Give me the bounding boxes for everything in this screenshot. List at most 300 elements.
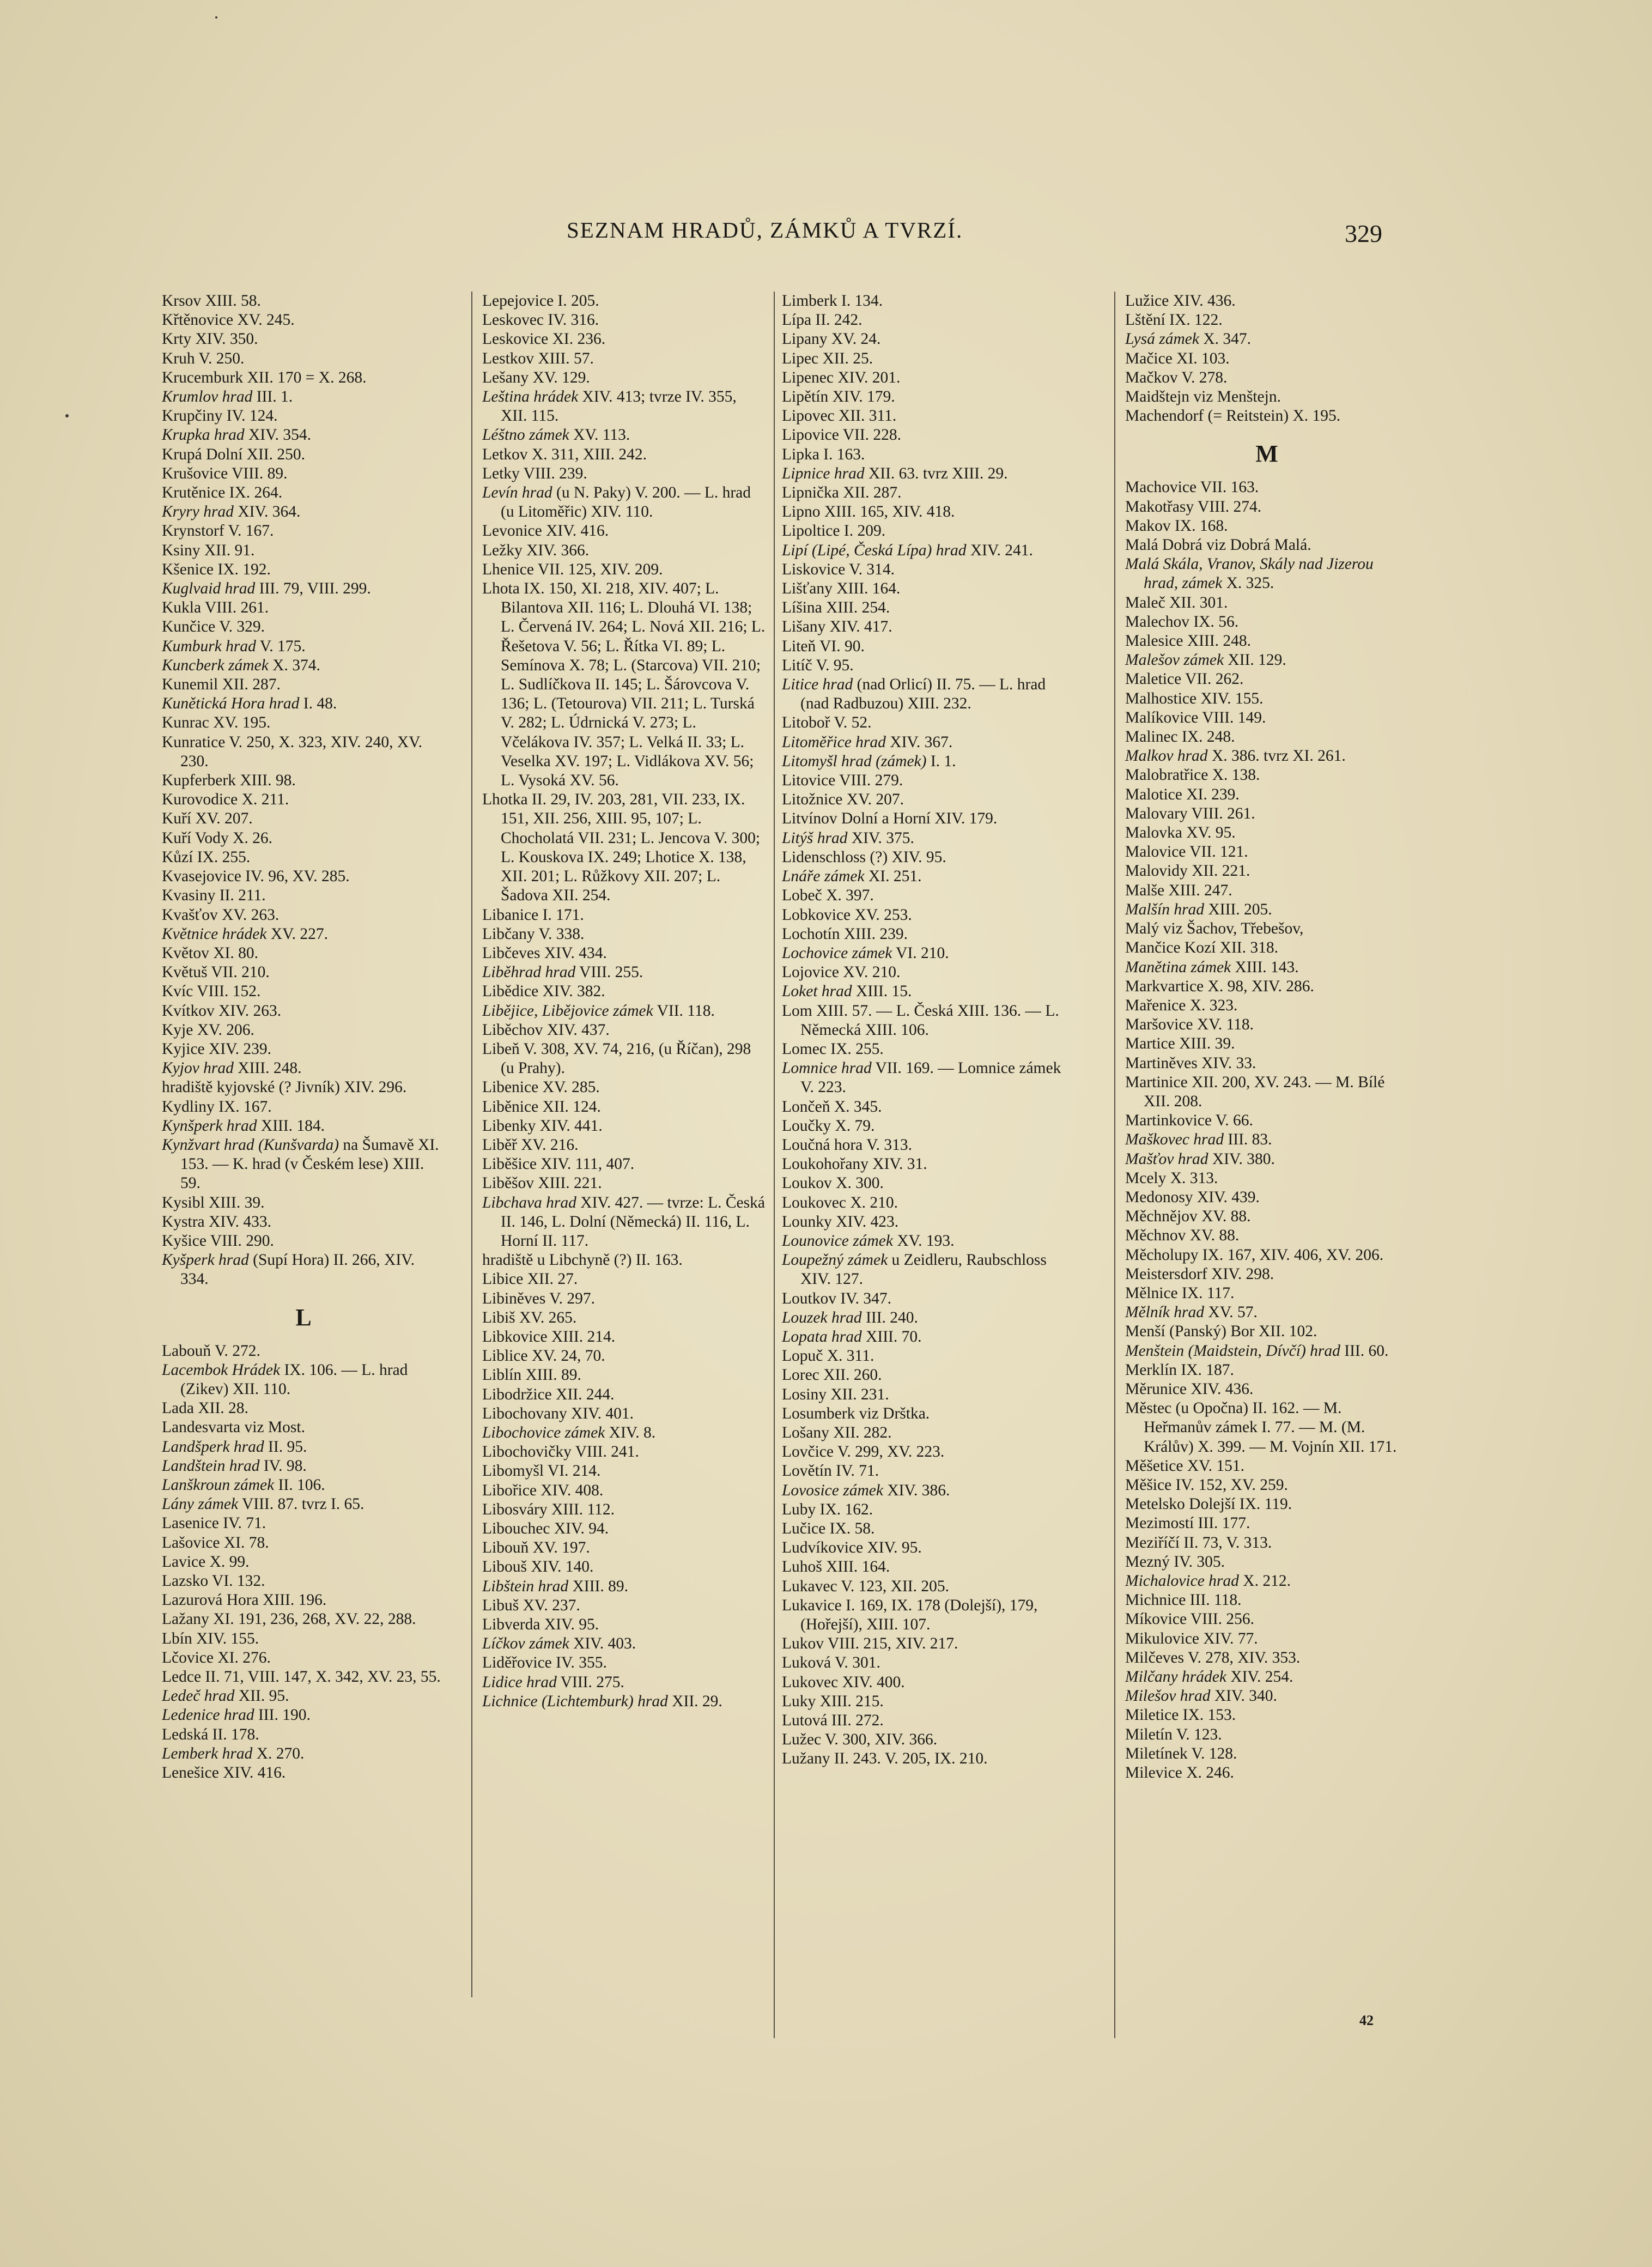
index-entry bbox=[162, 1361, 445, 1399]
entry-text: Liběšice XIV. 111, 407. bbox=[482, 1155, 635, 1173]
index-entry bbox=[482, 1462, 766, 1481]
entry-text: Míkovice VIII. 256. bbox=[1125, 1610, 1255, 1628]
index-entry bbox=[782, 1538, 1065, 1557]
index-entry bbox=[162, 1668, 445, 1687]
entry-text: Libiněves V. 297. bbox=[482, 1289, 596, 1307]
index-entry bbox=[162, 713, 445, 732]
index-entry bbox=[162, 1495, 445, 1514]
index-entry bbox=[482, 426, 766, 445]
index-entry bbox=[162, 426, 445, 445]
entry-name-italic: Liběhrad hrad bbox=[482, 963, 576, 981]
index-entry bbox=[162, 886, 445, 905]
column-rule bbox=[774, 292, 775, 2038]
entry-text: Lorec XII. 260. bbox=[782, 1366, 882, 1384]
entry-text: XII. 63. tvrz XIII. 29. bbox=[864, 464, 1008, 482]
index-entry bbox=[162, 1059, 445, 1078]
entry-text: III. 79, VIII. 299. bbox=[255, 580, 371, 598]
entry-text: Libořice XIV. 408. bbox=[482, 1481, 604, 1499]
entry-text: XIII. 15. bbox=[852, 983, 912, 1001]
entry-text: Mikulovice XIV. 77. bbox=[1125, 1629, 1258, 1647]
index-entry bbox=[1125, 1648, 1408, 1668]
index-entry bbox=[1125, 1476, 1408, 1495]
entry-text: XIII. 205. bbox=[1204, 900, 1272, 918]
entry-text: Krupčiny IV. 124. bbox=[162, 407, 278, 425]
index-entry bbox=[162, 560, 445, 579]
index-entry bbox=[162, 1136, 445, 1193]
entry-text: Kystra XIV. 433. bbox=[162, 1213, 272, 1231]
entry-text: Lazsko VI. 132. bbox=[162, 1572, 265, 1590]
entry-name-italic: Mašťov hrad bbox=[1125, 1150, 1208, 1168]
entry-text: X. 325. bbox=[1222, 574, 1274, 592]
entry-text: XIV. 340. bbox=[1210, 1687, 1277, 1705]
entry-text: Krutěnice IX. 264. bbox=[162, 484, 283, 502]
entry-text: Libochovičky VIII. 241. bbox=[482, 1443, 639, 1461]
entry-text: Lipec XII. 25. bbox=[782, 349, 873, 367]
entry-text: XIII. 143. bbox=[1231, 958, 1299, 976]
entry-name-italic: Lnáře zámek bbox=[782, 868, 865, 886]
entry-text: Lukovec XIV. 400. bbox=[782, 1673, 905, 1691]
entry-text: Makov IX. 168. bbox=[1125, 517, 1228, 535]
index-entry bbox=[1125, 292, 1408, 311]
entry-text: Kunčice V. 329. bbox=[162, 618, 265, 636]
entry-text: Libenky XIV. 441. bbox=[482, 1117, 603, 1135]
index-entry bbox=[782, 809, 1065, 828]
index-entry bbox=[162, 1648, 445, 1668]
index-entry bbox=[782, 426, 1065, 445]
entry-text: Miletice IX. 153. bbox=[1125, 1706, 1236, 1724]
entry-name-italic: Louzek hrad bbox=[782, 1308, 862, 1326]
index-entry bbox=[782, 1404, 1065, 1423]
index-entry bbox=[1125, 708, 1408, 728]
entry-text: Liblice XV. 24, 70. bbox=[482, 1347, 605, 1365]
entry-text: Měrunice XIV. 436. bbox=[1125, 1380, 1254, 1398]
index-entry bbox=[162, 1610, 445, 1629]
ink-spot bbox=[65, 414, 69, 417]
entry-name-italic: Malá Skála, Vranov, Skály nad Jizerou hrad, zámek bbox=[1125, 555, 1374, 592]
index-entry bbox=[482, 1615, 766, 1634]
entry-text: Ledce II. 71, VIII. 147, X. 342, XV. 23, 55. bbox=[162, 1668, 441, 1686]
index-entry bbox=[1125, 1610, 1408, 1629]
entry-text: Kurovodice X. 211. bbox=[162, 791, 289, 809]
entry-text: Libčeves XIV. 434. bbox=[482, 944, 607, 962]
index-entry bbox=[482, 1347, 766, 1366]
entry-name-italic: Krupka hrad bbox=[162, 426, 245, 444]
entry-text: Landesvarta viz Most. bbox=[162, 1419, 305, 1436]
index-entry bbox=[482, 1442, 766, 1462]
index-entry bbox=[482, 906, 766, 925]
index-entry bbox=[782, 368, 1065, 387]
entry-text: Kydliny IX. 167. bbox=[162, 1098, 272, 1116]
entry-name-italic: Litýš hrad bbox=[782, 829, 848, 847]
entry-text: Kunratice V. 250, X. 323, XIV. 240, XV. 230. bbox=[162, 733, 423, 770]
entry-name-italic: Lounovice zámek bbox=[782, 1232, 893, 1250]
entry-text: Lochotín XIII. 239. bbox=[782, 925, 908, 943]
index-entry bbox=[482, 1021, 766, 1040]
entry-text: Machovice VII. 163. bbox=[1125, 478, 1259, 496]
entry-text: XIII. 89. bbox=[568, 1577, 628, 1595]
index-entry bbox=[1125, 1246, 1408, 1265]
entry-text: Malovary VIII. 261. bbox=[1125, 804, 1255, 822]
index-entry bbox=[482, 1653, 766, 1672]
entry-text: XIV. 375. bbox=[847, 829, 914, 847]
entry-text: Maletice VII. 262. bbox=[1125, 670, 1244, 688]
index-entry bbox=[162, 1232, 445, 1251]
entry-text: XV. 193. bbox=[892, 1232, 955, 1250]
index-entry bbox=[162, 1193, 445, 1213]
index-entry bbox=[1125, 958, 1408, 977]
index-entry bbox=[782, 790, 1065, 809]
entry-name-italic: Libštein hrad bbox=[482, 1577, 569, 1595]
index-entry bbox=[162, 1040, 445, 1059]
index-entry bbox=[482, 1289, 766, 1308]
index-entry bbox=[162, 867, 445, 886]
entry-text: Libice XII. 27. bbox=[482, 1270, 578, 1288]
entry-text: Ludvíkovice XIV. 95. bbox=[782, 1539, 922, 1557]
entry-text: Malovidy XII. 221. bbox=[1125, 862, 1250, 880]
index-entry bbox=[1125, 1495, 1408, 1514]
entry-name-italic: Kynšperk hrad bbox=[162, 1117, 257, 1135]
entry-name-italic: Kumburk hrad bbox=[162, 637, 256, 655]
index-entry bbox=[482, 1634, 766, 1653]
entry-text: Kyje XV. 206. bbox=[162, 1021, 254, 1039]
index-entry bbox=[162, 1418, 445, 1437]
entry-text: Lužany II. 243. V. 205, IX. 210. bbox=[782, 1750, 988, 1768]
entry-name-italic: Landšperk hrad bbox=[162, 1438, 264, 1456]
entry-text: XIV. 427. — tvrze: L. Česká II. 146, L. Dolní (Německá) II. 116, L. Horní II. 117. bbox=[501, 1193, 765, 1250]
entry-text: XII. 129. bbox=[1224, 651, 1286, 669]
entry-text: Loučná hora V. 313. bbox=[782, 1136, 912, 1154]
entry-name-italic: Mělník hrad bbox=[1125, 1304, 1205, 1322]
entry-text: X. 347. bbox=[1199, 330, 1252, 348]
entry-text: Mačkov V. 278. bbox=[1125, 368, 1228, 386]
index-entry bbox=[482, 1308, 766, 1328]
index-entry bbox=[162, 694, 445, 713]
entry-text: Krucemburk XII. 170 = X. 268. bbox=[162, 368, 367, 386]
entry-text: Malý viz Šachov, Třebešov, bbox=[1125, 920, 1304, 938]
entry-text: Litovice VIII. 279. bbox=[782, 772, 903, 790]
entry-text: III. 60. bbox=[1340, 1342, 1389, 1360]
entry-text: Litožnice XV. 207. bbox=[782, 791, 904, 809]
index-entry bbox=[162, 1725, 445, 1744]
entry-name-italic: Lovosice zámek bbox=[782, 1481, 883, 1499]
entry-text: VIII. 255. bbox=[575, 963, 643, 981]
entry-text: XIV. 367. bbox=[885, 733, 953, 751]
entry-name-italic: Litomyšl hrad (zámek) bbox=[782, 752, 927, 770]
index-entry bbox=[162, 1002, 445, 1021]
entry-text: Lešany XV. 129. bbox=[482, 368, 590, 386]
entry-text: Libeň V. 308, XV. 74, 216, (u Říčan), 298 (u Prahy). bbox=[482, 1040, 751, 1077]
entry-text: Leskovec IV. 316. bbox=[482, 311, 599, 329]
entry-text: Liteň VI. 90. bbox=[782, 637, 865, 655]
index-entry bbox=[162, 1706, 445, 1725]
entry-text: Ledská II. 178. bbox=[162, 1725, 259, 1743]
index-entry bbox=[162, 1078, 445, 1097]
entry-text: Kvasiny II. 211. bbox=[162, 887, 266, 905]
index-entry bbox=[782, 637, 1065, 656]
entry-name-italic: Lemberk hrad bbox=[162, 1744, 253, 1762]
index-entry bbox=[1125, 1514, 1408, 1533]
entry-text: Litíč V. 95. bbox=[782, 656, 854, 674]
index-entry bbox=[162, 598, 445, 617]
entry-text: Milčeves V. 278, XIV. 353. bbox=[1125, 1648, 1301, 1666]
entry-text: Libědice XIV. 382. bbox=[482, 983, 605, 1001]
entry-text: Letky VIII. 239. bbox=[482, 464, 587, 482]
entry-text: Lukavec V. 123, XII. 205. bbox=[782, 1577, 949, 1595]
entry-name-italic: Lány zámek bbox=[162, 1495, 239, 1513]
index-entry bbox=[782, 598, 1065, 617]
index-entry bbox=[782, 1692, 1065, 1711]
entry-name-italic: Litoměřice hrad bbox=[782, 733, 886, 751]
index-entry bbox=[162, 1476, 445, 1495]
index-entry bbox=[482, 1002, 766, 1021]
entry-text: Lučice IX. 58. bbox=[782, 1520, 875, 1537]
index-entry bbox=[162, 387, 445, 407]
entry-text: VIII. 87. tvrz I. 65. bbox=[238, 1495, 365, 1513]
index-entry bbox=[482, 541, 766, 560]
index-entry bbox=[1125, 842, 1408, 862]
index-entry bbox=[482, 944, 766, 963]
entry-name-italic: Léštno zámek bbox=[482, 426, 569, 444]
entry-name-italic: Květnice hrádek bbox=[162, 925, 267, 943]
index-column-2 bbox=[482, 292, 766, 1711]
entry-name-italic: Michalovice hrad bbox=[1125, 1572, 1239, 1590]
index-entry bbox=[162, 1514, 445, 1533]
index-entry bbox=[782, 1673, 1065, 1692]
entry-text: Měcholupy IX. 167, XIV. 406, XV. 206. bbox=[1125, 1246, 1384, 1264]
entry-text: Markvartice X. 98, XIV. 286. bbox=[1125, 977, 1314, 995]
entry-text: XIV. 413; tvrze IV. 355, XII. 115. bbox=[501, 388, 737, 425]
entry-text: Lhenice VII. 125, XIV. 209. bbox=[482, 560, 663, 578]
index-entry bbox=[482, 1673, 766, 1692]
index-entry bbox=[782, 1634, 1065, 1653]
index-entry bbox=[782, 464, 1065, 483]
index-entry bbox=[1125, 862, 1408, 881]
index-entry bbox=[162, 292, 445, 311]
index-entry bbox=[782, 502, 1065, 522]
entry-text: Kunemil XII. 287. bbox=[162, 676, 281, 694]
index-entry bbox=[782, 407, 1065, 426]
entry-text: Lažany XI. 191, 236, 268, XV. 22, 288. bbox=[162, 1610, 416, 1628]
index-entry bbox=[1125, 728, 1408, 747]
entry-text: VII. 118. bbox=[653, 1002, 715, 1020]
entry-text: Liskovice V. 314. bbox=[782, 560, 895, 578]
index-entry bbox=[1125, 938, 1408, 957]
entry-name-italic: Milešov hrad bbox=[1125, 1687, 1211, 1705]
entry-text: Lašovice XI. 78. bbox=[162, 1533, 269, 1551]
entry-text: Lipka I. 163. bbox=[782, 445, 865, 463]
index-entry bbox=[1125, 689, 1408, 708]
entry-text: Litvínov Dolní a Horní XIV. 179. bbox=[782, 810, 998, 828]
index-entry bbox=[782, 1519, 1065, 1538]
index-entry bbox=[1125, 1533, 1408, 1553]
entry-text: Mezný IV. 305. bbox=[1125, 1553, 1225, 1571]
index-entry bbox=[782, 1557, 1065, 1577]
index-entry bbox=[482, 1423, 766, 1442]
index-entry bbox=[482, 579, 766, 790]
index-entry bbox=[162, 1744, 445, 1763]
entry-name-italic: Lomnice hrad bbox=[782, 1059, 872, 1077]
index-entry bbox=[1125, 1553, 1408, 1572]
entry-text: Kukla VIII. 261. bbox=[162, 599, 269, 617]
index-entry bbox=[1125, 1725, 1408, 1744]
index-entry bbox=[482, 445, 766, 464]
entry-text: Medonosy XIV. 439. bbox=[1125, 1188, 1260, 1206]
entry-text: I. 48. bbox=[299, 695, 337, 713]
entry-text: Meistersdorf XIV. 298. bbox=[1125, 1265, 1274, 1283]
index-entry bbox=[482, 963, 766, 982]
entry-text: XIV. 254. bbox=[1226, 1668, 1293, 1686]
index-entry bbox=[482, 1596, 766, 1615]
entry-text: X. 212. bbox=[1238, 1572, 1291, 1590]
entry-text: Libverda XIV. 95. bbox=[482, 1616, 599, 1634]
entry-text: Lipovec XII. 311. bbox=[782, 407, 897, 425]
index-entry bbox=[782, 867, 1065, 886]
index-entry bbox=[482, 1538, 766, 1557]
entry-text: Libenice XV. 285. bbox=[482, 1078, 600, 1096]
entry-text: Lestkov XIII. 57. bbox=[482, 349, 594, 367]
entry-text: Lipnička XII. 287. bbox=[782, 484, 902, 502]
index-entry bbox=[1125, 766, 1408, 785]
entry-text: III. 190. bbox=[254, 1706, 311, 1724]
index-entry bbox=[782, 1193, 1065, 1213]
entry-text: Lštění IX. 122. bbox=[1125, 311, 1223, 329]
index-entry bbox=[1125, 387, 1408, 407]
index-column-1 bbox=[162, 292, 445, 1783]
entry-text: II. 106. bbox=[274, 1476, 325, 1494]
index-entry bbox=[162, 311, 445, 330]
index-entry bbox=[1125, 1322, 1408, 1341]
entry-text: Lbín XIV. 155. bbox=[162, 1629, 259, 1647]
entry-name-italic: Lacembok Hrádek bbox=[162, 1361, 281, 1379]
index-entry bbox=[1125, 368, 1408, 387]
index-entry bbox=[1125, 1380, 1408, 1399]
entry-text: Libčany V. 338. bbox=[482, 925, 585, 943]
entry-name-italic: Lipnice hrad bbox=[782, 464, 865, 482]
index-entry bbox=[162, 1342, 445, 1361]
entry-text: Lužec V. 300, XIV. 366. bbox=[782, 1731, 938, 1749]
index-entry bbox=[482, 1117, 766, 1136]
index-entry bbox=[782, 1596, 1065, 1634]
index-entry bbox=[1125, 478, 1408, 497]
entry-text: Kruh V. 250. bbox=[162, 349, 245, 367]
entry-text: XIII. 248. bbox=[233, 1059, 302, 1077]
index-entry bbox=[482, 311, 766, 330]
entry-name-italic: Landštein hrad bbox=[162, 1457, 260, 1475]
index-entry bbox=[162, 809, 445, 828]
entry-text: Martiněves XIV. 33. bbox=[1125, 1054, 1256, 1072]
index-entry bbox=[162, 944, 445, 963]
entry-text: X. 270. bbox=[252, 1744, 305, 1762]
entry-name-italic: Lanškroun zámek bbox=[162, 1476, 275, 1494]
index-entry bbox=[782, 1385, 1065, 1404]
index-entry bbox=[482, 522, 766, 541]
index-entry bbox=[782, 1500, 1065, 1519]
entry-text: Malechov IX. 56. bbox=[1125, 613, 1239, 631]
entry-text: Lavice X. 99. bbox=[162, 1553, 250, 1571]
entry-text: Libochovany XIV. 401. bbox=[482, 1404, 634, 1422]
entry-text: XII. 95. bbox=[234, 1687, 289, 1705]
index-entry bbox=[1125, 1169, 1408, 1188]
entry-text: Loukovec X. 210. bbox=[782, 1193, 898, 1211]
entry-name-italic: Manětina zámek bbox=[1125, 958, 1231, 976]
entry-text: Losiny XII. 231. bbox=[782, 1385, 889, 1403]
index-entry bbox=[782, 906, 1065, 925]
index-entry bbox=[162, 675, 445, 694]
entry-text: XIII. 184. bbox=[257, 1117, 325, 1135]
entry-text: Lipětín XIV. 179. bbox=[782, 388, 895, 406]
entry-text: IV. 98. bbox=[259, 1457, 307, 1475]
entry-text: Lojovice XV. 210. bbox=[782, 963, 901, 981]
entry-name-italic: Lidice hrad bbox=[482, 1673, 557, 1691]
entry-text: Měšice IV. 152, XV. 259. bbox=[1125, 1476, 1288, 1494]
index-entry bbox=[482, 1692, 766, 1711]
entry-text: Libkovice XIII. 214. bbox=[482, 1328, 616, 1345]
entry-text: Luková V. 301. bbox=[782, 1654, 880, 1672]
index-entry bbox=[1125, 1744, 1408, 1763]
index-entry bbox=[1125, 1361, 1408, 1380]
entry-text: III. 1. bbox=[252, 388, 293, 406]
index-entry bbox=[1125, 996, 1408, 1015]
entry-text: Lazurová Hora XIII. 196. bbox=[162, 1591, 327, 1609]
index-entry bbox=[782, 1289, 1065, 1308]
entry-text: Kuří Vody X. 26. bbox=[162, 829, 272, 847]
entry-text: V. 175. bbox=[256, 637, 306, 655]
index-entry bbox=[782, 1040, 1065, 1059]
index-entry bbox=[782, 963, 1065, 982]
index-entry bbox=[162, 1438, 445, 1457]
index-entry bbox=[1125, 1763, 1408, 1783]
entry-text: XIV. 8. bbox=[605, 1423, 656, 1441]
index-entry bbox=[482, 1519, 766, 1538]
index-entry bbox=[782, 1442, 1065, 1462]
entry-text: Kvíc VIII. 152. bbox=[162, 983, 261, 1001]
index-entry bbox=[1125, 1130, 1408, 1149]
index-entry bbox=[1125, 632, 1408, 651]
entry-text: Lužice XIV. 436. bbox=[1125, 292, 1236, 310]
entry-text: XIII. 70. bbox=[861, 1328, 922, 1345]
index-entry bbox=[162, 407, 445, 426]
entry-name-italic: Kyjov hrad bbox=[162, 1059, 234, 1077]
entry-text: XV. 227. bbox=[266, 925, 329, 943]
index-entry bbox=[482, 1481, 766, 1500]
index-entry bbox=[162, 349, 445, 368]
index-entry bbox=[1125, 670, 1408, 689]
index-entry bbox=[482, 387, 766, 426]
index-entry bbox=[782, 1653, 1065, 1672]
index-entry bbox=[782, 617, 1065, 637]
index-entry bbox=[782, 1328, 1065, 1347]
entry-name-italic: Ledeč hrad bbox=[162, 1687, 235, 1705]
entry-text: Mělnice IX. 117. bbox=[1125, 1284, 1235, 1302]
index-entry bbox=[1125, 536, 1408, 555]
index-entry bbox=[782, 752, 1065, 771]
index-entry bbox=[1125, 785, 1408, 804]
entry-text: Lada XII. 28. bbox=[162, 1399, 248, 1417]
index-entry bbox=[162, 1117, 445, 1136]
entry-text: Maršovice XV. 118. bbox=[1125, 1016, 1254, 1034]
entry-name-italic: Levín hrad bbox=[482, 484, 552, 502]
entry-text: Malíkovice VIII. 149. bbox=[1125, 708, 1266, 726]
entry-name-italic: Loket hrad bbox=[782, 983, 852, 1001]
entry-text: Malše XIII. 247. bbox=[1125, 881, 1232, 899]
index-entry bbox=[782, 944, 1065, 963]
entry-text: Miletín V. 123. bbox=[1125, 1725, 1222, 1743]
entry-text: Liběchov XIV. 437. bbox=[482, 1021, 610, 1039]
entry-text: Lišany XIV. 417. bbox=[782, 618, 892, 636]
entry-text: u Zeidleru, Raubschloss XIV. 127. bbox=[800, 1251, 1047, 1288]
entry-text: Krušovice VIII. 89. bbox=[162, 464, 288, 482]
index-entry bbox=[1125, 1265, 1408, 1284]
